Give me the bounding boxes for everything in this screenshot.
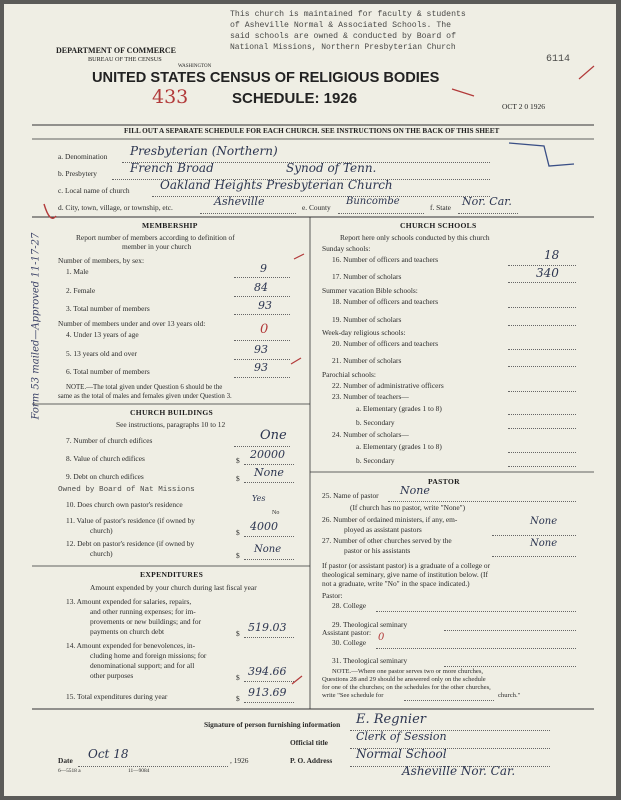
q14-line-4: other purposes xyxy=(90,671,134,680)
q1-label: 1. Male xyxy=(66,267,89,276)
schools-heading: CHURCH SCHOOLS xyxy=(400,221,477,230)
pastor-note-4: write "See schedule for xyxy=(322,692,384,699)
form-title: UNITED STATES CENSUS OF RELIGIOUS BODIES xyxy=(92,70,440,86)
q29-label: 29. Theological seminary xyxy=(332,620,408,629)
q6-value: 93 xyxy=(254,361,268,374)
q12-dollar: $ xyxy=(236,551,240,560)
q14-line-2: cluding home and foreign missions; for xyxy=(90,651,207,660)
pastor-note-3: for one of the churches; on the schedules for the other churches, xyxy=(322,684,491,691)
q12-label-1: 12. Debt on pastor's residence (if owned by xyxy=(66,539,195,548)
q31-label: 31. Theological seminary xyxy=(332,656,408,665)
membership-intro-2: member in your church xyxy=(122,242,192,251)
buildings-sub: See instructions, paragraphs 10 to 12 xyxy=(116,420,226,429)
q30-label: 30. College xyxy=(332,638,367,647)
q16-value: 18 xyxy=(544,248,560,262)
church-name-label: c. Local name of church xyxy=(58,186,130,195)
q24b-label: b. Secondary xyxy=(356,456,395,465)
schedule-title: SCHEDULE: 1926 xyxy=(232,90,358,107)
sunday-label: Sunday schools: xyxy=(322,244,371,253)
q17-label: 17. Number of scholars xyxy=(332,272,402,281)
q23b-label: b. Secondary xyxy=(356,418,395,427)
synod-value: Synod of Tenn. xyxy=(286,161,377,175)
q30-value: 0 xyxy=(378,632,385,643)
form-number: 6—5518 a xyxy=(58,768,81,774)
by-age-label: Number of members under and over 13 years old: xyxy=(58,319,206,328)
pastor-sub-label: Pastor: xyxy=(322,591,343,600)
q10-label: 10. Does church own pastor's residence xyxy=(66,500,183,509)
q21-label: 21. Number of scholars xyxy=(332,356,402,365)
q8-dollar: $ xyxy=(236,456,240,465)
form-number-2: 11—9084 xyxy=(128,768,150,774)
q7-value: One xyxy=(260,428,287,443)
county-value: Buncombe xyxy=(346,196,400,207)
q14-line-1: 14. Amount expended for benevolences, in- xyxy=(66,641,196,650)
q11-label-1: 11. Value of pastor's residence (if owned by xyxy=(66,516,195,525)
typed-note-3: said schools are owned & conducted by Board of xyxy=(230,32,457,41)
q2-label: 2. Female xyxy=(66,286,96,295)
margin-note: Form 53 mailed—Approved 11-17-27 xyxy=(30,232,42,420)
graduate-note-1: If pastor (or assistant pastor) is a graduate of a college or xyxy=(322,561,491,570)
year-label: , 1926 xyxy=(230,756,249,765)
weekday-label: Week-day religious schools: xyxy=(322,328,406,337)
graduate-note-2: theological seminary, give name of institution below. (If xyxy=(322,570,488,579)
q19-label: 19. Number of scholars xyxy=(332,315,402,324)
membership-intro-1: Report number of members according to definition of xyxy=(76,233,235,242)
q14-line-3: denominational support; and for all xyxy=(90,661,195,670)
expenditures-sub: Amount expended by your church during last fiscal year xyxy=(90,583,257,592)
date-label: Date xyxy=(58,756,73,765)
typed-note-1: This church is maintained for faculty & students xyxy=(230,10,466,19)
presbytery-value: French Broad xyxy=(130,161,214,175)
pastor-note-1: NOTE.—Where one pastor serves two or more churches, xyxy=(332,668,484,675)
q6-label: 6. Total number of members xyxy=(66,367,150,376)
q17-value: 340 xyxy=(536,266,559,280)
q1-value: 9 xyxy=(260,262,267,275)
q4-label: 4. Under 13 years of age xyxy=(66,330,139,339)
department-label: DEPARTMENT OF COMMERCE xyxy=(56,46,177,55)
ownership-typed-note: Owned by Board of Nat Missions xyxy=(58,486,195,494)
q11-dollar: $ xyxy=(236,528,240,537)
po-address-label: P. O. Address xyxy=(290,756,333,765)
expenditures-heading: EXPENDITURES xyxy=(140,570,204,579)
typed-note-4: National Missions, Northern Presbyterian Church xyxy=(230,43,456,52)
by-sex-label: Number of members, by sex: xyxy=(58,256,144,265)
q12-label-2: church) xyxy=(90,549,113,558)
pastor-note-2: Questions 28 and 29 should be answered only on the schedule xyxy=(322,676,486,683)
q8-value: 20000 xyxy=(250,448,285,461)
q28-label: 28. College xyxy=(332,601,367,610)
presbytery-label: b. Presbytery xyxy=(58,169,97,178)
q13-dollar: $ xyxy=(236,629,240,638)
graduate-note-3: not a graduate, write "No" in the space indicated.) xyxy=(322,579,470,588)
q25-note: (If church has no pastor, write "None") xyxy=(350,503,466,512)
q3-value: 93 xyxy=(258,299,272,312)
q9-dollar: $ xyxy=(236,474,240,483)
pastor-note-5: church." xyxy=(498,692,521,699)
city-label: WASHINGTON xyxy=(178,64,212,69)
q27-label-2: pastor or his assistants xyxy=(344,546,411,555)
q13-line-4: payments on church debt xyxy=(90,627,165,636)
q13-value: 519.03 xyxy=(248,621,287,634)
q14-value: 394.66 xyxy=(248,665,287,678)
q24-label: 24. Number of scholars— xyxy=(332,430,409,439)
parochial-label: Parochial schools: xyxy=(322,370,376,379)
city-value: Asheville xyxy=(214,195,265,208)
q2-value: 84 xyxy=(254,281,268,294)
official-title-value: Clerk of Session xyxy=(356,730,447,743)
q15-label: 15. Total expenditures during year xyxy=(66,692,168,701)
q7-label: 7. Number of church edifices xyxy=(66,436,153,445)
signature-value: E. Regnier xyxy=(356,712,426,727)
q13-line-1: 13. Amount expended for salaries, repairs, xyxy=(66,597,192,606)
q10-no: No xyxy=(272,510,280,516)
assistant-sub-label: Assistant pastor: xyxy=(322,628,372,637)
q18-label: 18. Number of officers and teachers xyxy=(332,297,439,306)
pastor-heading: PASTOR xyxy=(428,477,460,486)
q27-label-1: 27. Number of other churches served by the xyxy=(322,536,452,545)
q24a-label: a. Elementary (grades 1 to 8) xyxy=(356,442,442,451)
denomination-label: a. Denomination xyxy=(58,152,108,161)
q27-value: None xyxy=(530,538,558,549)
census-schedule-form xyxy=(4,4,616,796)
q4-value: 0 xyxy=(260,322,269,337)
date-value: Oct 18 xyxy=(88,747,129,761)
q12-value: None xyxy=(254,544,282,555)
state-label: f. State xyxy=(430,203,451,212)
stamp-number: 6114 xyxy=(546,54,571,65)
po-address-value: Normal School xyxy=(356,747,447,761)
q11-label-2: church) xyxy=(90,526,113,535)
q26-label-1: 26. Number of ordained ministers, if any, em- xyxy=(322,515,458,524)
q5-value: 93 xyxy=(254,343,268,356)
q5-label: 5. 13 years old and over xyxy=(66,349,138,358)
state-value: Nor. Car. xyxy=(462,195,512,208)
q13-line-2: and other running expenses; for im- xyxy=(90,607,196,616)
official-title-label: Official title xyxy=(290,738,328,747)
instruction-banner: FILL OUT A SEPARATE SCHEDULE FOR EACH CHURCH. SEE INSTRUCTIONS ON THE BACK OF THIS SHEET xyxy=(124,127,500,135)
q22-label: 22. Number of administrative officers xyxy=(332,381,444,390)
q15-value: 913.69 xyxy=(248,686,287,699)
bureau-label: BUREAU OF THE CENSUS xyxy=(88,56,162,63)
q8-label: 8. Value of church edifices xyxy=(66,454,145,463)
q9-value: None xyxy=(254,466,284,479)
q3-label: 3. Total number of members xyxy=(66,304,150,313)
q23a-label: a. Elementary (grades 1 to 8) xyxy=(356,404,442,413)
q20-label: 20. Number of officers and teachers xyxy=(332,339,439,348)
q23-label: 23. Number of teachers— xyxy=(332,392,409,401)
membership-note-2: same as the total of males and females given under Question 3. xyxy=(58,393,232,400)
red-number: 433 xyxy=(152,86,189,108)
q16-label: 16. Number of officers and teachers xyxy=(332,255,439,264)
signature-label: Signature of person furnishing information xyxy=(204,720,341,729)
summer-label: Summer vacation Bible schools: xyxy=(322,286,418,295)
typed-note-2: of Asheville Normal & Associated Schools. The xyxy=(230,21,452,30)
church-name-value: Oakland Heights Presbyterian Church xyxy=(160,178,393,192)
q10-yes: Yes xyxy=(252,494,266,503)
city-label-field: d. City, town, village, or township, etc. xyxy=(58,203,173,212)
po-address-value-2: Asheville Nor. Car. xyxy=(402,764,516,778)
q11-value: 4000 xyxy=(250,520,278,533)
date-stamp: OCT 2 0 1926 xyxy=(502,102,545,111)
membership-heading: MEMBERSHIP xyxy=(142,221,198,230)
county-label: e. County xyxy=(302,203,331,212)
q26-label-2: ployed as assistant pastors xyxy=(344,525,422,534)
q15-dollar: $ xyxy=(236,694,240,703)
denomination-value: Presbyterian (Northern) xyxy=(130,144,278,158)
q9-label: 9. Debt on church edifices xyxy=(66,472,144,481)
q25-label: 25. Name of pastor xyxy=(322,491,379,500)
q13-line-3: provements or new buildings; and for xyxy=(90,617,202,626)
schools-intro: Report here only schools conducted by this church xyxy=(340,233,490,242)
q14-dollar: $ xyxy=(236,673,240,682)
buildings-heading: CHURCH BUILDINGS xyxy=(130,408,214,417)
q26-value: None xyxy=(530,516,558,527)
membership-note-1: NOTE.—The total given under Question 6 should be the xyxy=(66,384,223,391)
q25-value: None xyxy=(400,484,430,497)
